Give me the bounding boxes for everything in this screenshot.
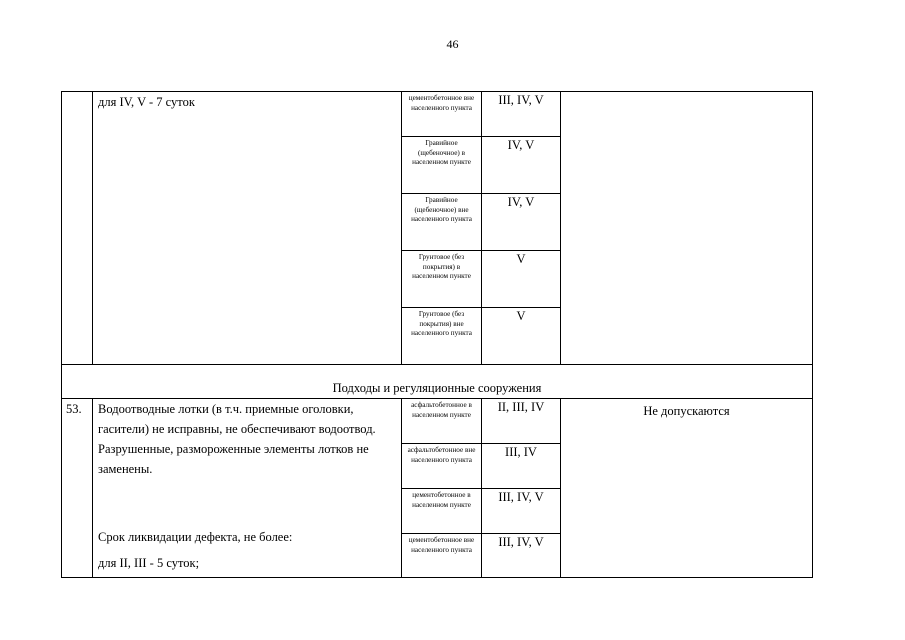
surface-cell: цементобетонное в населенном пункте — [402, 489, 482, 534]
category-cell: III, IV, V — [482, 534, 561, 578]
category-cell: III, IV, V — [482, 489, 561, 534]
item-number: 53. — [62, 399, 93, 578]
deadline-value: для II, III - 5 суток; — [98, 556, 200, 570]
category-cell: III, IV — [482, 444, 561, 489]
category-cell: IV, V — [482, 194, 561, 251]
note-cell — [561, 92, 813, 365]
note-cell: Не допускаются — [561, 399, 813, 578]
section-title: Подходы и регуляционные сооружения — [62, 365, 813, 399]
category-cell: II, III, IV — [482, 399, 561, 444]
surface-cell: Грунтовое (без покрытия) вне населенного пункта — [402, 308, 482, 365]
surface-cell: асфальтобетонное вне населенного пункта — [402, 444, 482, 489]
defect-description: Водоотводные лотки (в т.ч. приемные оголовки, гасители) не исправны, не обеспечивают водоотвод. Разрушенные, размороженные элементы лотков не заменены. — [98, 402, 376, 476]
table-row — [62, 92, 813, 137]
surface-cell: цементобетонное вне населенного пункта — [402, 534, 482, 578]
category-cell: V — [482, 251, 561, 308]
number-cell — [62, 92, 93, 365]
surface-cell: цементобетонное вне населенного пункта — [402, 92, 482, 137]
page-number: 46 — [446, 37, 459, 51]
deadline-label: Срок ликвидации дефекта, не более: — [98, 530, 293, 544]
deadline-text: для IV, V - 7 суток — [98, 95, 195, 109]
surface-cell: Грунтовое (без покрытия) в населенном пункте — [402, 251, 482, 308]
section-row — [62, 365, 813, 399]
category-cell: III, IV, V — [482, 92, 561, 137]
defects-table — [61, 91, 813, 578]
category-cell: V — [482, 308, 561, 365]
description-cell — [93, 92, 402, 365]
surface-cell: асфальтобетонное в населенном пункте — [402, 399, 482, 444]
table-row — [62, 399, 813, 444]
surface-cell: Гравийное (щебеночное) вне населенного пункта — [402, 194, 482, 251]
category-cell: IV, V — [482, 137, 561, 194]
surface-cell: Гравийное (щебеночное) в населенном пункте — [402, 137, 482, 194]
description-cell — [93, 399, 402, 578]
